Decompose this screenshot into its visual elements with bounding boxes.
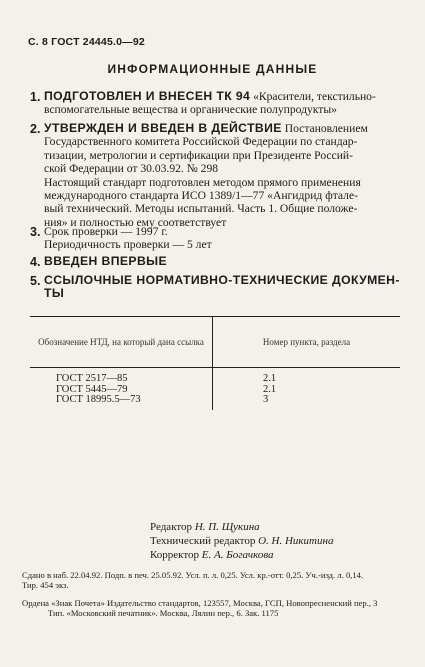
item-text: международного стандарта ИСО 1389/1—77 «Ангидрид фтале- <box>44 189 358 203</box>
item-number: 3. <box>30 225 41 239</box>
table-row <box>30 368 400 385</box>
info-item-2 <box>30 122 405 229</box>
item-text: Периодичность проверки — 5 лет <box>44 238 212 252</box>
item-text: ской Федерации от 30.03.92. № 298 <box>44 162 219 176</box>
cell-section: 2.1 <box>263 373 277 384</box>
item-text: вспомогательные вещества и органические полупродукты» <box>44 103 337 117</box>
cell-document: ГОСТ 2517—85 <box>30 368 213 385</box>
editor-name: О. Н. Никитина <box>258 535 334 547</box>
document-title: ИНФОРМАЦИОННЫЕ ДАННЫЕ <box>107 62 318 76</box>
editor-name: Е. А. Богачкова <box>201 549 274 561</box>
imprint-line: Сдано в наб. 22.04.92. Подп. в печ. 25.05.92. Усл. п. л. 0,25. Усл. кр.-отт. 0,25. Уч.-изд. л. 0,14. <box>22 570 364 580</box>
cell-section: 2.1 <box>263 383 277 395</box>
item-text: Государственного комитета Российской Федерации по стандар- <box>44 135 358 149</box>
item-number: 1. <box>30 90 41 104</box>
imprint-line: Ордена «Знак Почета» Издательство стандартов, 123557, Москва, ГСП, Новопресненский пер., 3 <box>22 598 378 608</box>
item-text: вый технический. Методы испытаний. Часть 1. Общие положе- <box>44 202 358 216</box>
editor-line <box>150 534 333 548</box>
item-heading: ВВЕДЕН ВПЕРВЫЕ <box>44 254 168 268</box>
info-item-1 <box>30 90 405 117</box>
editor-role: Редактор <box>150 521 193 533</box>
item-text: Постановлением <box>284 122 368 135</box>
editor-role: Технический редактор <box>150 535 256 547</box>
item-text: Настоящий стандарт подготовлен методом прямого применения <box>44 175 361 189</box>
page-header: С. 8 ГОСТ 24445.0—92 <box>28 36 145 48</box>
table-row <box>30 395 400 410</box>
info-item-3 <box>30 225 405 252</box>
publication-imprint <box>22 570 412 591</box>
item-text: ния» и полностью ему соответствует <box>44 215 227 229</box>
info-item-4 <box>30 255 405 268</box>
item-number: 5. <box>30 274 41 288</box>
item-number: 4. <box>30 255 41 269</box>
cell-document: ГОСТ 18995.5—73 <box>30 395 213 410</box>
editor-name: Н. П. Щукина <box>194 521 260 533</box>
cell-section: 3 <box>263 394 269 405</box>
printer-imprint <box>22 598 412 619</box>
info-item-5 <box>30 274 405 301</box>
item-heading: УТВЕРЖДЕН И ВВЕДЕН В ДЕЙСТВИЕ <box>44 121 282 135</box>
table-header-row <box>30 317 400 368</box>
reference-documents-table <box>30 316 400 410</box>
item-heading: ССЫЛОЧНЫЕ НОРМАТИВНО-ТЕХНИЧЕСКИЕ ДОКУМЕН- <box>44 273 400 287</box>
item-heading: ПОДГОТОВЛЕН И ВНЕСЕН ТК 94 <box>44 89 251 103</box>
cell-document: ГОСТ 5445—79 <box>30 385 213 396</box>
item-number: 2. <box>30 122 41 136</box>
editor-line <box>150 520 333 534</box>
imprint-line: Тир. 454 экз. <box>22 580 69 591</box>
editors-block <box>150 520 333 562</box>
editor-role: Корректор <box>150 549 200 561</box>
column-header-section: Номер пункта, раздела <box>213 317 401 368</box>
item-heading: ТЫ <box>44 286 65 301</box>
imprint-line: Тип. «Московский печатник». Москва, Лялин пер., 6. Зак. 1175 <box>48 608 279 619</box>
item-text: Срок проверки — 1997 г. <box>44 225 168 238</box>
column-header-document: Обозначение НТД, на который дана ссылка <box>30 317 213 368</box>
item-text: «Красители, текстильно- <box>253 90 376 103</box>
editor-line <box>150 548 333 562</box>
item-text: тизации, метрологии и сертификации при Президенте Россий- <box>44 148 353 162</box>
